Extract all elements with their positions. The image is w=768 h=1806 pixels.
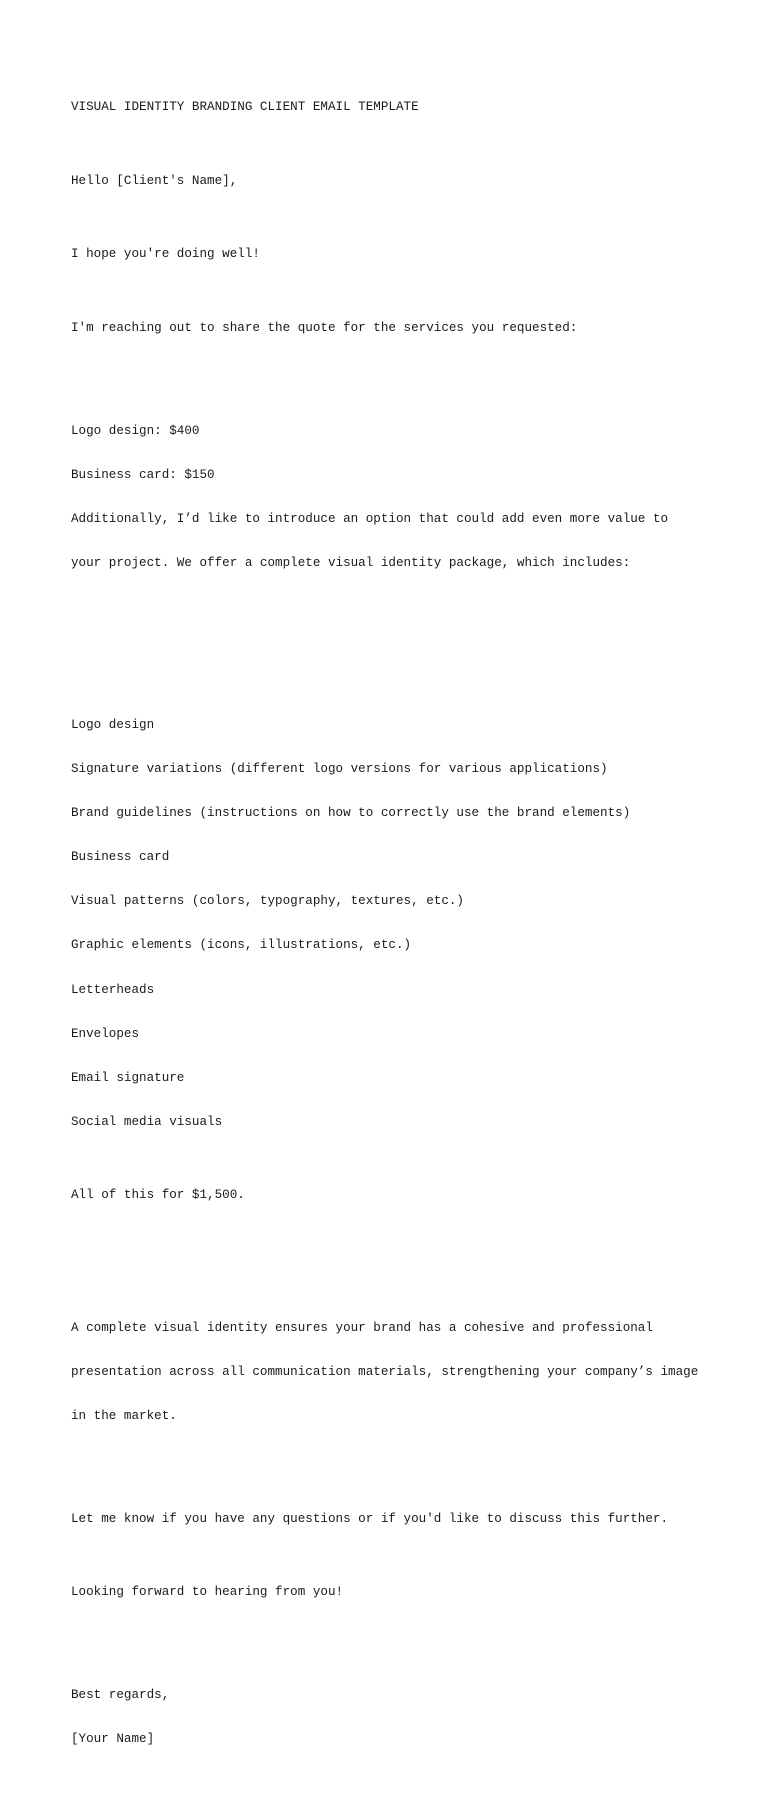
benefit-line-2: presentation across all communication materials, strengthening your company’s image (71, 1364, 699, 1379)
package-section (71, 659, 731, 1232)
greeting: Hello [Client's Name], (71, 173, 238, 188)
package-item: Business card (71, 850, 170, 865)
signoff: Best regards, (71, 1688, 170, 1703)
package-item: Brand guidelines (instructions on how to correctly use the brand elements) (71, 806, 631, 821)
closing-note: Looking forward to hearing from you! (71, 1585, 344, 1600)
questions-line: Let me know if you have any questions or if you'd like to discuss this further. (71, 1511, 669, 1526)
document-title: VISUAL IDENTITY BRANDING CLIENT EMAIL TEMPLATE (71, 100, 419, 115)
package-item: Visual patterns (colors, typography, textures, etc.) (71, 894, 464, 909)
benefit-line-3: in the market. (71, 1408, 177, 1423)
email-template-document (71, 71, 731, 1806)
upsell-line-1: Additionally, I’d like to introduce an option that could add even more value to (71, 512, 669, 527)
package-item: Envelopes (71, 1026, 140, 1041)
signature-name: [Your Name] (71, 1732, 155, 1747)
package-item-list (71, 688, 731, 1159)
upsell-line-2: your project. We offer a complete visual identity package, which includes: (71, 556, 631, 571)
signature-block (71, 1659, 731, 1777)
quote-and-upsell (71, 394, 731, 600)
quote-business-card-line: Business card: $150 (71, 467, 215, 482)
package-item: Letterheads (71, 982, 155, 997)
package-item: Social media visuals (71, 1114, 223, 1129)
opening-line: I hope you're doing well! (71, 247, 260, 262)
benefit-paragraph (71, 1291, 731, 1453)
package-item: Email signature (71, 1070, 185, 1085)
benefit-line-1: A complete visual identity ensures your brand has a cohesive and professional (71, 1320, 653, 1335)
package-price: All of this for $1,500. (71, 1188, 245, 1203)
quote-logo-line: Logo design: $400 (71, 423, 200, 438)
package-item: Logo design (71, 717, 155, 732)
intro-line: I'm reaching out to share the quote for the services you requested: (71, 320, 578, 335)
package-item: Signature variations (different logo versions for various applications) (71, 761, 608, 776)
package-item: Graphic elements (icons, illustrations, etc.) (71, 938, 412, 953)
